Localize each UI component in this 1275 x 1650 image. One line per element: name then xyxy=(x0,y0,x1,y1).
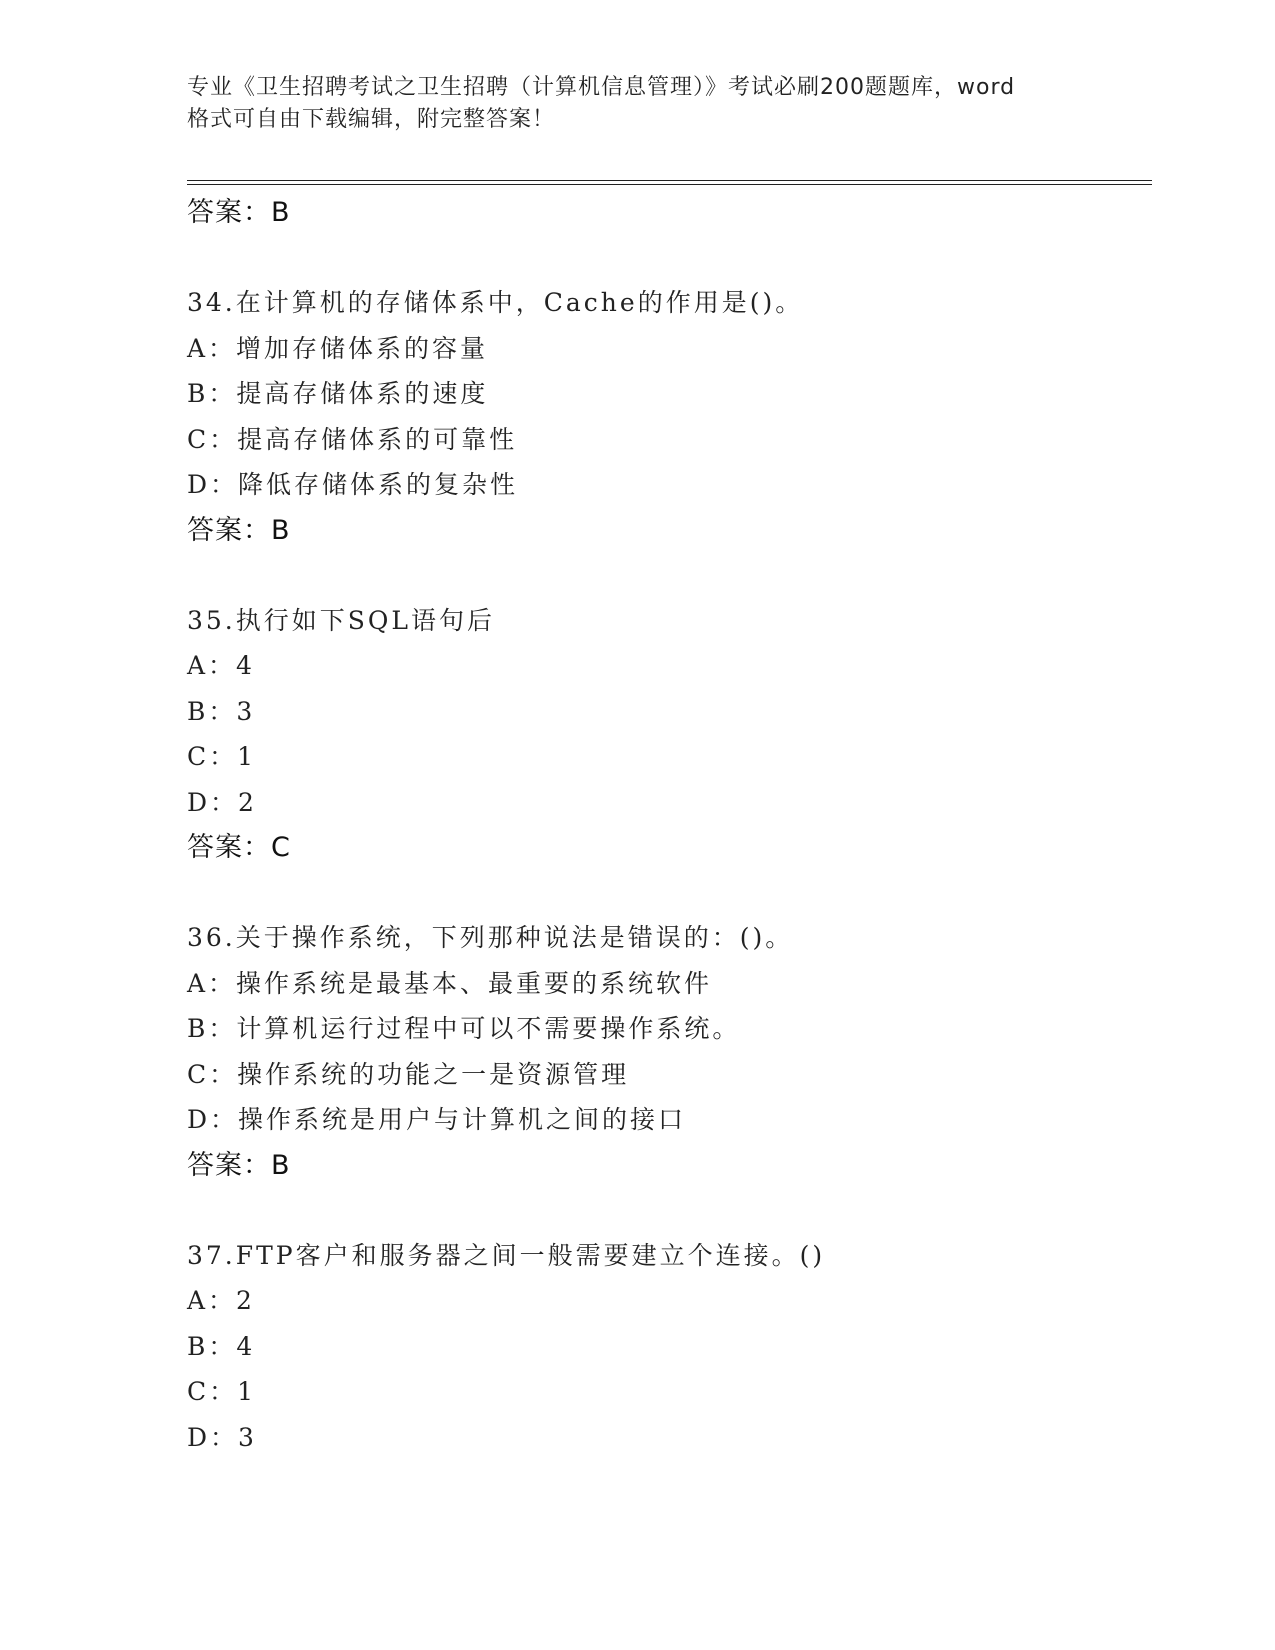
document-header xyxy=(187,72,1107,136)
option-d: D：降低存储体系的复杂性 xyxy=(187,470,519,499)
question-35 xyxy=(187,598,1152,872)
header-divider-bottom xyxy=(187,184,1152,185)
answer-line: 答案：B xyxy=(187,514,291,546)
option-d: D：2 xyxy=(187,787,257,817)
option-a: A：4 xyxy=(187,651,255,680)
header-line-2: 格式可自由下载编辑，附完整答案！ xyxy=(187,107,556,132)
answer-line: 答案：C xyxy=(187,832,291,863)
option-d: D：操作系统是用户与计算机之间的接口 xyxy=(187,1105,687,1134)
question-stem: 37.FTP客户和服务器之间一般需要建立个连接。() xyxy=(187,1240,826,1270)
question-37 xyxy=(187,1233,1152,1461)
option-b: B：提高存储体系的速度 xyxy=(187,379,489,408)
option-b: B：4 xyxy=(187,1331,256,1361)
option-b: B：3 xyxy=(187,696,256,726)
option-a: A：2 xyxy=(187,1286,255,1315)
option-c: C：1 xyxy=(187,1377,257,1406)
option-c: C：1 xyxy=(187,742,257,771)
question-stem: 35.执行如下SQL语句后 xyxy=(187,605,495,635)
header-divider-top xyxy=(187,180,1152,181)
option-c: C：提高存储体系的可靠性 xyxy=(187,424,518,454)
answer-line: 答案：B xyxy=(187,1149,291,1181)
question-36 xyxy=(187,915,1152,1189)
option-a: A：操作系统是最基本、最重要的系统软件 xyxy=(187,968,713,998)
question-stem: 34.在计算机的存储体系中，Cache的作用是()。 xyxy=(187,288,804,317)
document-body xyxy=(187,190,1152,1460)
option-a: A：增加存储体系的容量 xyxy=(187,333,489,363)
option-d: D：3 xyxy=(187,1422,257,1452)
option-b: B：计算机运行过程中可以不需要操作系统。 xyxy=(187,1014,741,1043)
question-stem: 36.关于操作系统，下列那种说法是错误的：()。 xyxy=(187,923,794,952)
option-c: C：操作系统的功能之一是资源管理 xyxy=(187,1059,630,1089)
answer-line: 答案：B xyxy=(187,197,291,228)
header-line-1: 专业《卫生招聘考试之卫生招聘（计算机信息管理）》考试必刷200题题库，word xyxy=(187,75,1016,100)
question-34 xyxy=(187,280,1152,554)
